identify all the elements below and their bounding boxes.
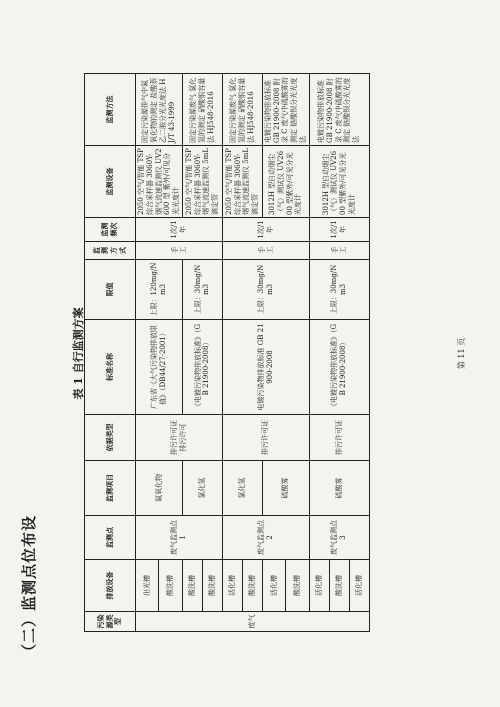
equipment-cell: 活化槽 xyxy=(262,560,285,612)
header-cell: 监测频次 xyxy=(85,218,136,242)
point-cell: 废气监测点 1 xyxy=(136,516,223,560)
limit-cell: 上限：30mg/Nm3 xyxy=(182,260,222,320)
analysis-cell: 固定污染源废气 氯化氢的测定 硝酸银容量法 HJ548-2016 xyxy=(222,74,262,146)
equipment-cell: 活化槽 xyxy=(309,560,329,612)
limit-cell: 上限：120mg/Nm3 xyxy=(136,260,183,320)
header-cell: 监测项目 xyxy=(85,461,136,516)
equipment-cell: 酸洗槽 xyxy=(159,560,182,612)
basis-cell: 排污许可证 xyxy=(222,415,309,461)
standard-cell: 《电镀污染物排放标准》（GB 21900-2008） xyxy=(182,320,222,415)
analysis-cell: 电镀污染物排放标准 GB 21900-2008 附录 C 废气中硫酸雾的测定 铬酸钡分光光度法 xyxy=(262,74,309,146)
limit-cell: 上限：30mg/Nm3 xyxy=(222,260,309,320)
header-cell: 污染源类型 xyxy=(85,612,136,632)
item-cell: 氮氧化物 xyxy=(136,461,183,516)
monitoring-plan-table xyxy=(84,73,370,632)
standard-cell: 电镀污染物排放标准 GB 21900-2008 xyxy=(222,320,309,415)
device-cell: 2050 空气/智能 TSP 综合采样器 3060Y-烟气流速监测仪 UV2600 型 紫外/可见分光光度计 xyxy=(136,146,183,218)
basis-cell: 排污许可证排污许可 xyxy=(136,415,223,461)
method-cell: 手工 xyxy=(309,242,369,260)
header-cell: 监测点 xyxy=(85,516,136,560)
item-cell: 氯化氢 xyxy=(222,461,262,516)
equipment-cell: 酸洗槽 xyxy=(182,560,202,612)
header-row xyxy=(85,74,136,632)
header-cell: 监测方法 xyxy=(85,74,136,146)
frequency-cell: 1次/1年 xyxy=(222,218,309,242)
table-row xyxy=(136,74,159,632)
equipment-cell: 出光槽 xyxy=(136,560,159,612)
device-cell: 2050 空气/智能 TSP 综合采样器 3060Y-烟气流速监测仪 5mL 滴定管 xyxy=(182,146,222,218)
header-cell: 标准名称 xyxy=(85,320,136,415)
device-cell: 2050 空气/智能 TSP 综合采样器 3060Y-烟气流速监测仪 5mL 滴定管 xyxy=(222,146,262,218)
header-cell: 限值 xyxy=(85,260,136,320)
method-cell: 手工 xyxy=(136,242,223,260)
table-row xyxy=(309,74,329,632)
equipment-cell: 酸洗槽 xyxy=(202,560,222,612)
equipment-cell: 酸洗槽 xyxy=(329,560,349,612)
frequency-cell: 1次/1年 xyxy=(136,218,223,242)
table-caption: 表 1 自行监测方案 xyxy=(72,307,85,400)
table-row xyxy=(222,74,242,632)
page-number: 第 11 页 xyxy=(457,337,466,370)
header-cell: 排放设备 xyxy=(85,560,136,612)
device-cell: 3012H 型自动烟尘（气）测试仪 UV2600 型紫外/可见分光光度计 xyxy=(262,146,309,218)
equipment-cell: 酸洗槽 xyxy=(242,560,262,612)
equipment-cell: 活化槽 xyxy=(349,560,369,612)
item-cell: 硫酸雾 xyxy=(309,461,369,516)
item-cell: 氯化氢 xyxy=(182,461,222,516)
standard-cell: 《电镀污染物排放标准》（GB 21900-2008） xyxy=(309,320,369,415)
standard-cell: 广东省《大气污染物排放限值》（DB44/27-2001） xyxy=(136,320,183,415)
section-heading: （二）监测点位布设 xyxy=(20,514,38,659)
method-cell: 手工 xyxy=(222,242,309,260)
basis-cell: 排污许可证 xyxy=(309,415,369,461)
equipment-cell: 酸洗槽 xyxy=(286,560,309,612)
source-type-cell: 废气 xyxy=(136,612,370,632)
analysis-cell: 电镀污染物排放标准 GB 21900-2008 附录 C 废气中硫酸雾的测定 铬酸钡分光光度法 xyxy=(309,74,369,146)
item-cell: 硫酸雾 xyxy=(262,461,309,516)
equipment-cell: 活化槽 xyxy=(222,560,242,612)
analysis-cell: 固定污染源排气中氮氧化物的测定 盐酸萘乙二胺分光光度法 HJ/T 43-1999 xyxy=(136,74,183,146)
frequency-cell: 1次/1年 xyxy=(309,218,369,242)
point-cell: 废气监测点 3 xyxy=(309,516,369,560)
header-cell: 依据类型 xyxy=(85,415,136,461)
limit-cell: 上限：30mg/Nm3 xyxy=(309,260,369,320)
header-cell: 监测方式 xyxy=(85,242,136,260)
device-cell: 3012H 型自动烟尘（气）测试仪 UV2600 型紫外/可见分光光度计 xyxy=(309,146,369,218)
analysis-cell: 固定污染源废气 氯化氢的测定 硝酸银容量法 HJ548-2016 xyxy=(182,74,222,146)
point-cell: 废气监测点 2 xyxy=(222,516,309,560)
header-cell: 监测设备 xyxy=(85,146,136,218)
